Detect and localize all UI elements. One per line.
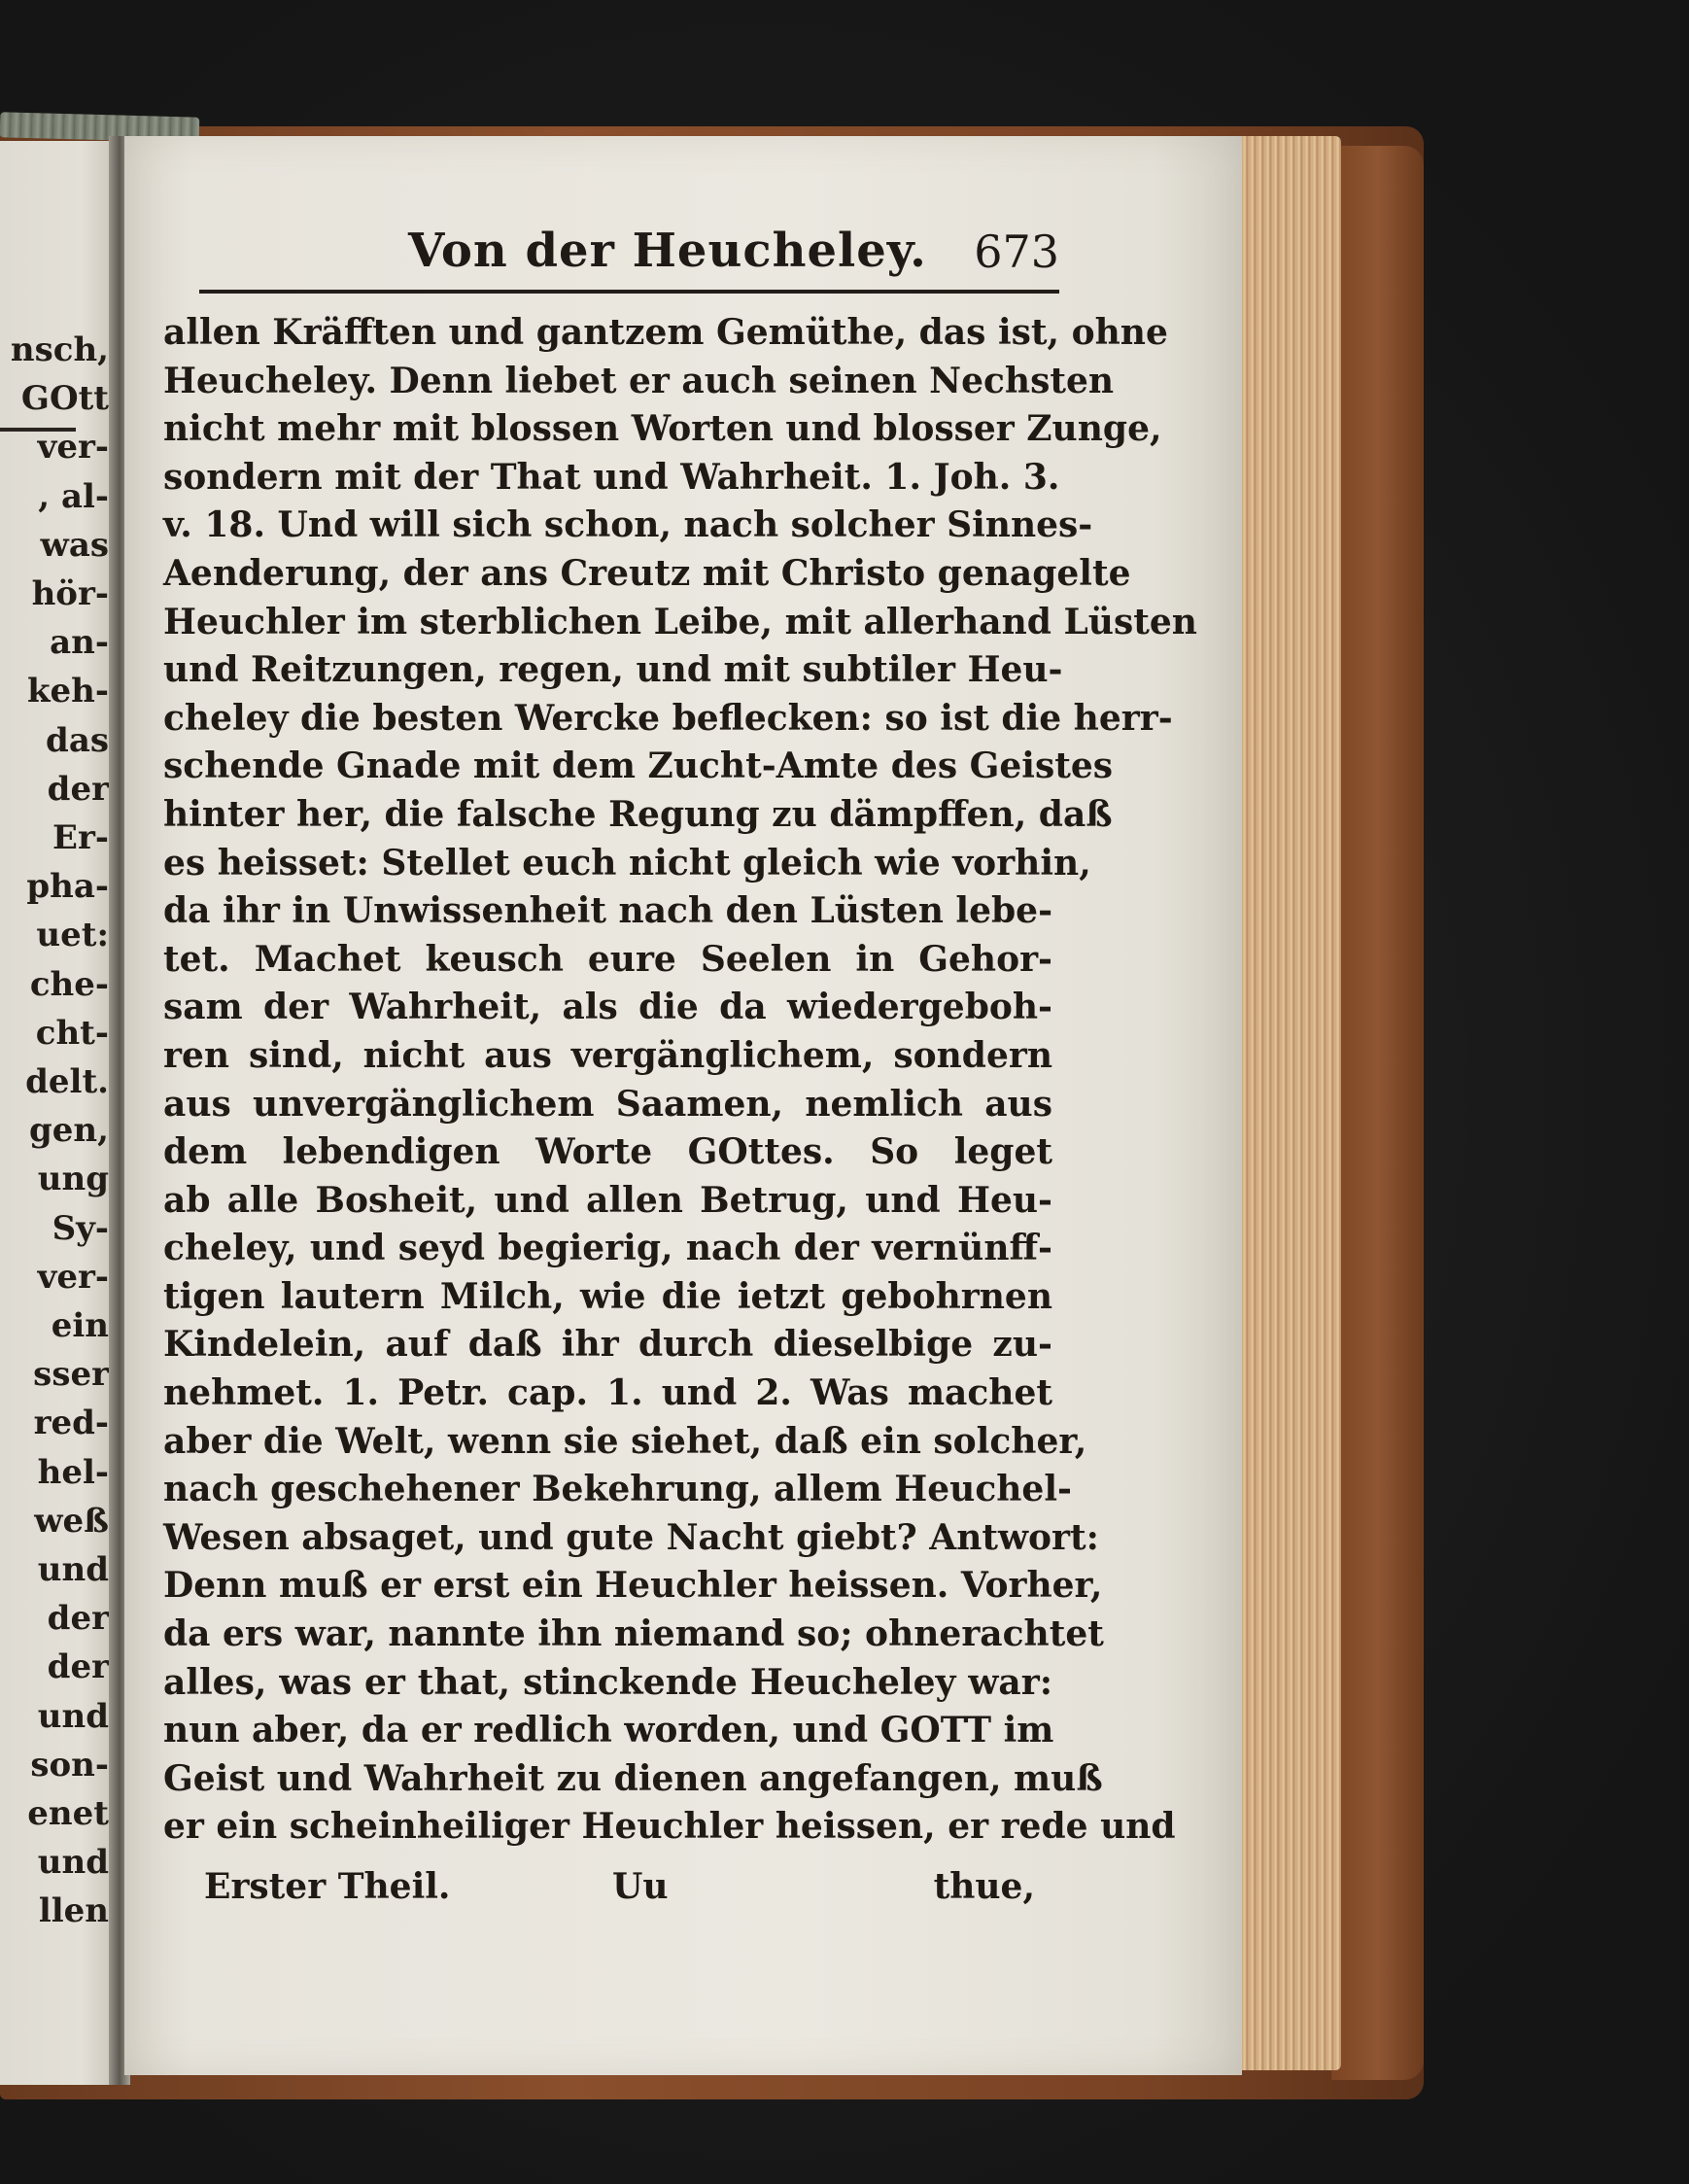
left-page-fragment: red- <box>33 1404 109 1443</box>
text-line: ren sind, nicht aus vergänglichem, sondern <box>163 1034 1052 1076</box>
text-line: schende Gnade mit dem Zucht-Amte des Geistes <box>163 745 1114 787</box>
body-text <box>163 309 1197 1852</box>
left-page-fragment: son- <box>30 1745 109 1785</box>
text-line: Heucheley. Denn liebet er auch seinen Nechsten <box>163 360 1115 401</box>
left-page-fragment: ver- <box>37 428 109 468</box>
left-page-fragment: cht- <box>35 1013 109 1053</box>
left-page-fragment: enet <box>27 1794 109 1833</box>
signature-title: Erster Theil. <box>204 1866 451 1907</box>
text-line: und Reitzungen, regen, und mit subtiler Heu- <box>163 649 1063 691</box>
signature-mark: Uu <box>612 1866 669 1907</box>
text-line: dem lebendigen Worte GOttes. So leget <box>163 1131 1052 1173</box>
text-line: Wesen absaget, und gute Nacht giebt? Antwort: <box>163 1516 1099 1558</box>
left-page-fragment: nsch, <box>10 330 109 369</box>
text-line: nicht mehr mit blossen Worten und blosser Zunge, <box>163 408 1162 450</box>
text-line: aber die Welt, wenn sie siehet, daß ein solcher, <box>163 1420 1087 1462</box>
text-line: Heuchler im sterblichen Leibe, mit allerhand Lüsten <box>163 601 1197 642</box>
text-line: tigen lautern Milch, wie die ietzt gebohrnen <box>163 1275 1052 1317</box>
text-line: sondern mit der That und Wahrheit. 1. Joh. 3. <box>163 456 1060 498</box>
left-page-fragment: an- <box>50 623 109 663</box>
left-page-fragment: hör- <box>31 574 109 613</box>
left-page-fragment: der <box>47 769 109 809</box>
text-line: Denn muß er erst ein Heuchler heissen. Vorher, <box>163 1565 1103 1607</box>
page-number: 673 <box>974 225 1059 278</box>
left-page-fragment: Er- <box>52 818 109 857</box>
left-page-fragment: llen <box>38 1891 109 1931</box>
catchword: thue, <box>933 1866 1035 1907</box>
text-line: Aenderung, der ans Creutz mit Christo genagelte <box>163 552 1131 594</box>
text-line: nehmet. 1. Petr. cap. 1. und 2. Was machet <box>163 1372 1052 1414</box>
text-line: v. 18. Und will sich schon, nach solcher Sinnes- <box>163 504 1093 546</box>
left-page-fragment: Sy- <box>52 1208 109 1248</box>
left-page-fragment: der <box>47 1599 109 1639</box>
left-page-fragment: das <box>46 720 109 760</box>
page-footer <box>204 1866 1035 1915</box>
left-page-text <box>0 141 117 2085</box>
left-page-fragment: der <box>47 1647 109 1687</box>
left-page-fragment: und <box>37 1696 109 1736</box>
running-head: Von der Heucheley. <box>408 224 927 278</box>
text-line: nun aber, da er redlich worden, und GOTT im <box>163 1710 1054 1751</box>
left-page-fragment: pha- <box>26 867 109 907</box>
text-line: da ihr in Unwissenheit nach den Lüsten lebe- <box>163 890 1053 932</box>
left-page-fragment: ein <box>51 1306 109 1345</box>
text-line: allen Kräfften und gantzem Gemüthe, das ist, ohne <box>163 312 1168 353</box>
left-page-fragment: und <box>37 1843 109 1883</box>
text-line: sam der Wahrheit, als die da wiedergeboh- <box>163 987 1052 1028</box>
text-line: es heisset: Stellet euch nicht gleich wie vorhin, <box>163 842 1091 884</box>
header-rule <box>199 290 1059 294</box>
left-page-fragment: gen, <box>29 1111 109 1151</box>
page-edges <box>1234 136 1341 2070</box>
text-line: da ers war, nannte ihn niemand so; ohnerachtet <box>163 1613 1104 1655</box>
left-page-fragment: che- <box>29 964 109 1004</box>
text-line: tet. Machet keusch eure Seelen in Gehor- <box>163 938 1052 980</box>
text-line: Geist und Wahrheit zu dienen angefangen, muß <box>163 1757 1103 1799</box>
left-page-fragment: ung <box>37 1160 109 1199</box>
text-line: hinter her, die falsche Regung zu dämpffen, daß <box>163 793 1113 835</box>
text-line: nach geschehener Bekehrung, allem Heuchel- <box>163 1469 1072 1510</box>
left-page-fragment: delt. <box>25 1062 109 1101</box>
left-page-fragment: weß <box>34 1501 109 1541</box>
text-line: cheley die besten Wercke beflecken: so ist die herr- <box>163 697 1173 739</box>
text-line: Kindelein, auf daß ihr durch dieselbige zu- <box>163 1324 1052 1366</box>
left-page-fragment: keh- <box>26 672 109 711</box>
left-page-fragment: ver- <box>37 1257 109 1297</box>
text-line: alles, was er that, stinckende Heucheley war: <box>163 1661 1052 1703</box>
page-header <box>282 224 1059 282</box>
left-page-fragment: sser <box>33 1355 109 1395</box>
book-board-edge <box>1331 146 1424 2080</box>
left-page-fragment: , al- <box>38 476 109 516</box>
left-page-fragment: was <box>40 525 109 565</box>
left-page-fragment: hel- <box>37 1452 109 1492</box>
text-line: cheley, und seyd begierig, nach der vernünff- <box>163 1228 1052 1269</box>
left-page-fragment: uet: <box>36 916 109 955</box>
left-page-fragment: GOtt <box>20 379 109 419</box>
text-line: er ein scheinheiliger Heuchler heissen, er rede und <box>163 1806 1176 1848</box>
text-line: aus unvergänglichem Saamen, nemlich aus <box>163 1083 1052 1125</box>
left-page-fragment: und <box>37 1550 109 1589</box>
text-line: ab alle Bosheit, und allen Betrug, und Heu- <box>163 1179 1052 1221</box>
left-page <box>0 141 117 2085</box>
